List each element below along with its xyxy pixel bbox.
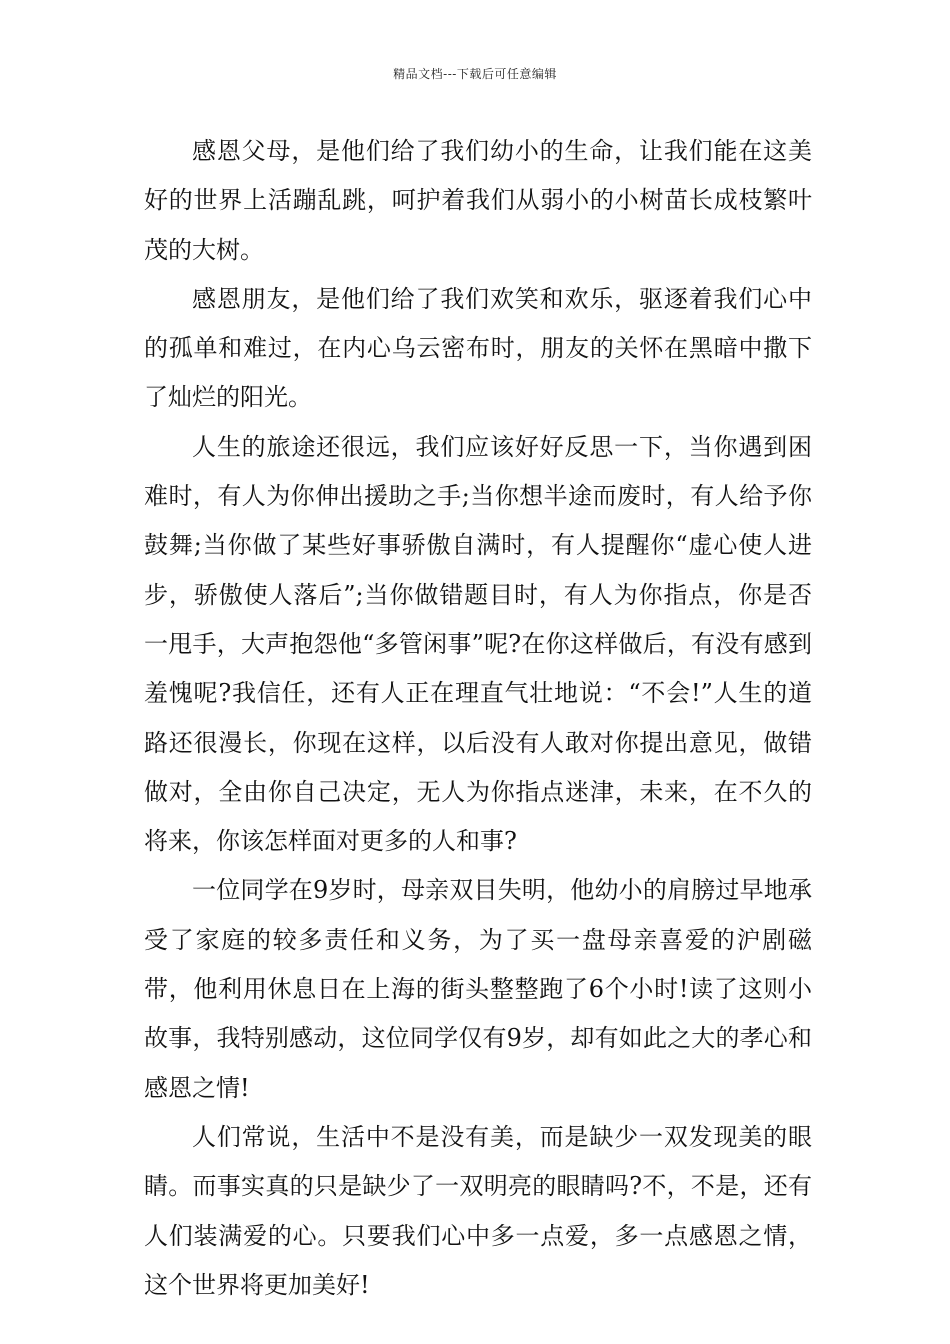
document-body [144, 127, 812, 1310]
paragraph-gratitude-parents: 感恩父母，是他们给了我们幼小的生命，让我们能在这美好的世界上活蹦乱跳，呵护着我们从弱小的小树苗长成枝繁叶茂的大树。 [144, 137, 812, 264]
paragraph-classmate-story: 一位同学在9岁时，母亲双目失明，他幼小的肩膀过早地承受了家庭的较多责任和义务，为了买一盘母亲喜爱的沪剧磁带，他利用休息日在上海的街头整整跑了6个小时!读了这则小故事，我特别感动，这位同学仅有9岁，却有如此之大的孝心和感恩之情! [144, 876, 812, 1102]
page-header: 精品文档---下载后可任意编辑 [393, 67, 557, 81]
paragraph-life-journey: 人生的旅途还很远，我们应该好好反思一下，当你遇到困难时，有人为你伸出援助之手;当你想半途而废时，有人给予你鼓舞;当你做了某些好事骄傲自满时，有人提醒你“虚心使人进步，骄傲使人落后”;当你做错题目时，有人为你指点，你是否一甩手，大声抱怨他“多管闲事”呢?在你这样做后，有没有感到羞愧呢?我信任，还有人正在理直气壮地说：“不会!”人生的道路还很漫长，你现在这样，以后没有人敢对你提出意见，做错做对，全由你自己决定，无人为你指点迷津，未来，在不久的将来，你该怎样面对更多的人和事? [144, 432, 812, 856]
paragraph-conclusion: 人们常说，生活中不是没有美，而是缺少一双发现美的眼睛。而事实真的只是缺少了一双明亮的眼睛吗?不，不是，还有人们装满爱的心。只要我们心中多一点爱，多一点感恩之情，这个世界将更加美好! [144, 1122, 812, 1299]
paragraph-gratitude-friends: 感恩朋友，是他们给了我们欢笑和欢乐，驱逐着我们心中的孤单和难过，在内心乌云密布时，朋友的关怀在黑暗中撒下了灿烂的阳光。 [144, 284, 812, 412]
